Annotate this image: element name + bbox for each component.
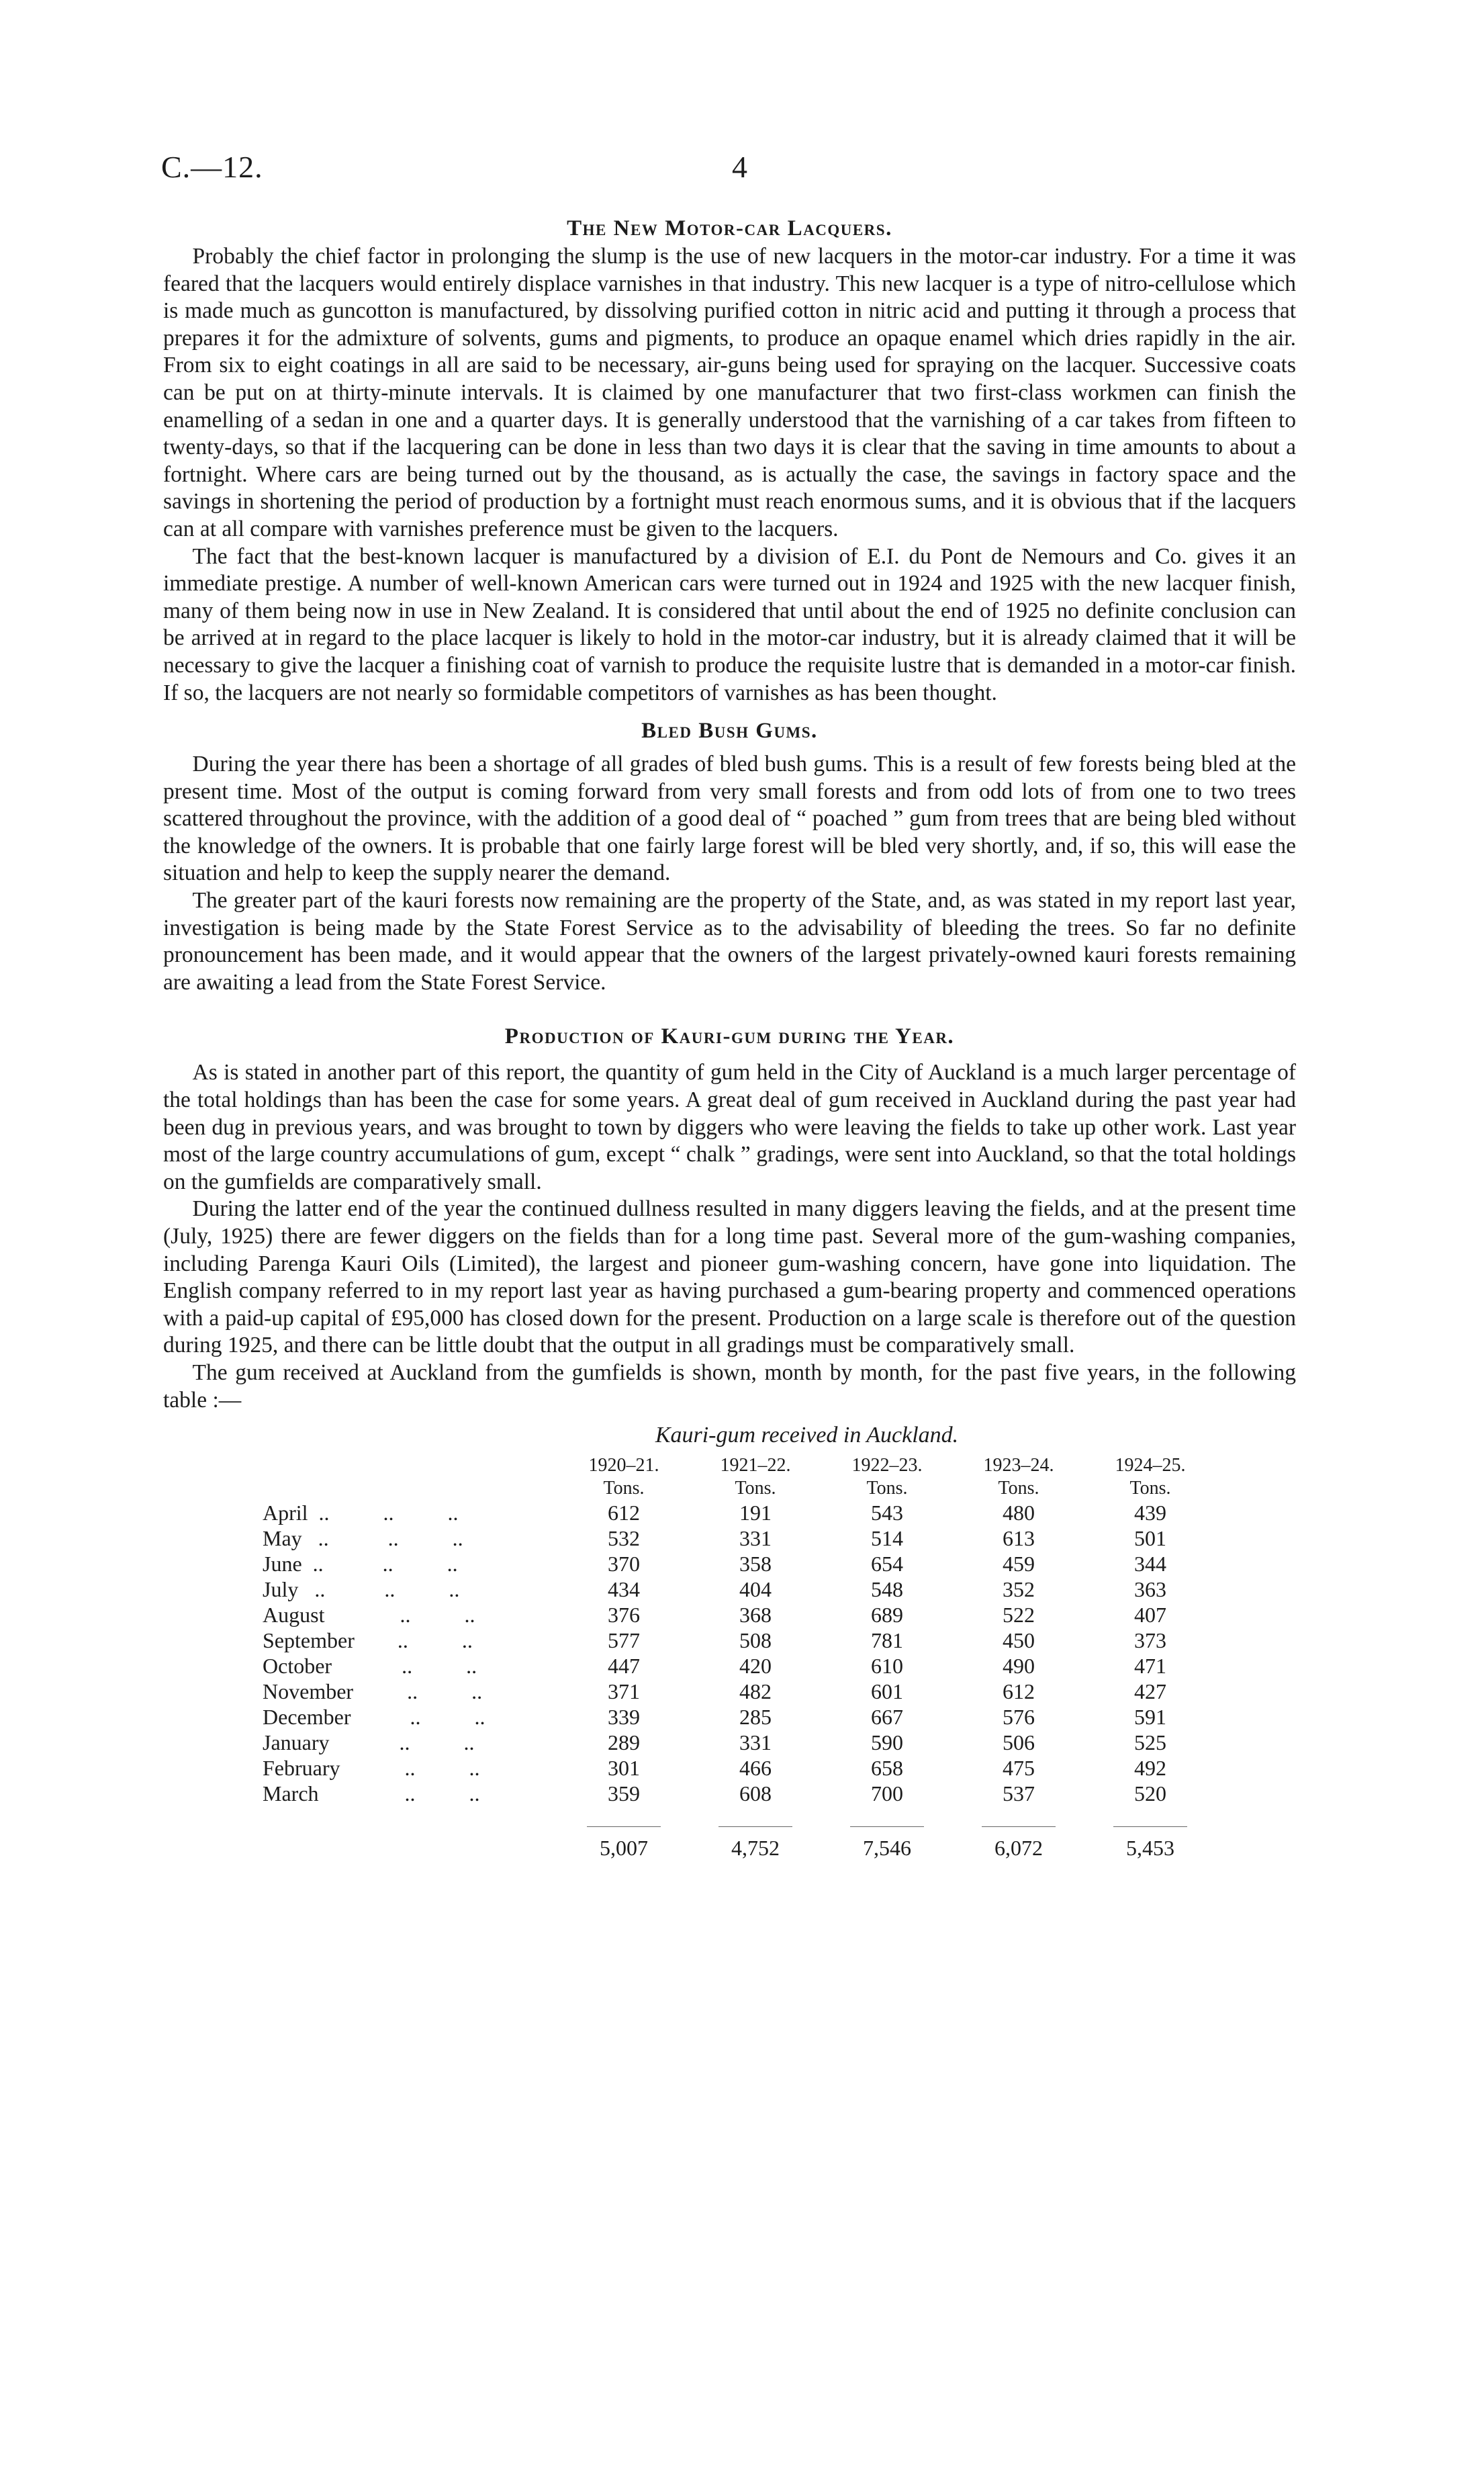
column-header-year: 1922–23. Tons. [851, 1455, 923, 1499]
kauri-gum-table [263, 1454, 1216, 1861]
value-cell: 359 [608, 1781, 640, 1806]
value-cell: 490 [1003, 1654, 1035, 1679]
value-cell: 608 [739, 1781, 772, 1806]
month-cell: October .. .. [263, 1654, 477, 1679]
month-cell: June .. .. .. [263, 1552, 458, 1576]
value-cell: 439 [1134, 1501, 1166, 1525]
value-cell: 520 [1134, 1781, 1166, 1806]
value-cell: 612 [608, 1501, 640, 1525]
value-cell: 577 [608, 1628, 640, 1653]
month-cell: January .. .. [263, 1730, 475, 1755]
section-heading-production: Production of Kauri-gum during the Year. [504, 1024, 955, 1049]
value-cell: 525 [1134, 1730, 1166, 1755]
month-cell: December .. .. [263, 1705, 485, 1730]
value-cell: 363 [1134, 1577, 1166, 1602]
value-cell: 339 [608, 1705, 640, 1730]
table-body [263, 1500, 1216, 1861]
value-cell: 371 [608, 1679, 640, 1704]
month-cell: November .. .. [263, 1679, 483, 1704]
paragraph: During the year there has been a shortage of all grades of bled bush gums. This is a result of few forests being bled at the present time. Most of the output is coming forward from very small forests and from odd lots of from one to two trees scattered throughout the province, with the addition of a good deal of “ poached ” gum from trees that are being bled without the knowledge of the owners. It is probable that one fairly large forest will be bled very shortly, and, if so, this will ease the situation and help to keep the supply nearer the demand. [163, 752, 1296, 886]
table-row [263, 1730, 1216, 1755]
value-cell: 331 [739, 1730, 772, 1755]
value-cell: 700 [871, 1781, 903, 1806]
value-cell: 610 [871, 1654, 903, 1679]
value-cell: 344 [1134, 1552, 1166, 1576]
month-cell: May .. .. .. [263, 1526, 463, 1551]
value-cell: 514 [871, 1526, 903, 1551]
paragraph: During the latter end of the year the continued dullness resulted in many diggers leaving the fields, and at the present time (July, 1925) there are fewer diggers on the fields than for a long time past. Several more of the gum-washing companies, including Parenga Kauri Oils (Limited), the largest and pioneer gum-washing concern, have gone into liquidation. The English company referred to in my report last year as having purchased a gum-bearing property and commenced operations with a paid-up capital of £95,000 has closed down for the present. Production on a large scale is therefore out of the question during 1925, and there can be little doubt that the output in all gradings must be comparatively small. [163, 1196, 1296, 1358]
value-cell: 434 [608, 1577, 640, 1602]
value-cell: 450 [1003, 1628, 1035, 1653]
document-body [163, 214, 1296, 1861]
month-cell: February .. .. [263, 1756, 480, 1781]
value-cell: 480 [1003, 1501, 1035, 1525]
column-header-month [263, 1454, 558, 1500]
paragraph: Probably the chief factor in prolonging the slump is the use of new lacquers in the motor-car industry. For a time it was feared that the lacquers would entirely displace varnishes in that industry. This new lacquer is a type of nitro-cellulose which is made much as guncotton is manufactured, by dissolving purified cotton in nitric acid and putting it through a process that prepares it for the admixture of solvents, gums and pigments, to produce an opaque enamel which dries rapidly in the air. From six to eight coatings in all are said to be necessary, air-guns being used for spraying on the lacquer. Successive coats can be put on at thirty-minute intervals. It is claimed by one manufacturer that two first-class workmen can finish the enamelling of a sedan in one and a quarter days. It is generally understood that the varnishing of a car takes from fifteen to twenty-days, so that if the lacquering can be done in less than two days it is clear that the saving in time amounts to about a fortnight. Where cars are being turned out by the thousand, as is actually the case, the savings in factory space and the savings in shortening the period of production by a fortnight must reach enormous sums, and it is obvious that if the lacquers can at all compare with varnishes preference must be given to the lacquers. [163, 244, 1296, 541]
value-cell: 358 [739, 1552, 772, 1576]
month-cell: September .. .. [263, 1628, 473, 1653]
value-cell: 466 [739, 1756, 772, 1781]
value-cell: 658 [871, 1756, 903, 1781]
value-cell: 654 [871, 1552, 903, 1576]
value-cell: 191 [739, 1501, 772, 1525]
paragraph: The fact that the best-known lacquer is manufactured by a division of E.I. du Pont de Nemours and Co. gives it an immediate prestige. A number of well-known American cars were turned out in 1924 and 1925 with the new lacquer finish, many of them being now in use in New Zealand. It is considered that until about the end of 1925 no definite conclusion can be arrived at in regard to the place lacquer is likely to hold in the motor-car industry, but it is already claimed that it will be necessary to give the lacquer a finishing coat of varnish to produce the requisite lustre that is demanded in a motor-car finish. If so, the lacquers are not nearly so formidable competitors of varnishes as has been thought. [163, 543, 1296, 705]
total-cell: 5,453 [1084, 1806, 1216, 1861]
value-cell: 591 [1134, 1705, 1166, 1730]
table-row [263, 1628, 1216, 1653]
value-cell: 459 [1003, 1552, 1035, 1576]
total-cell: 5,007 [558, 1806, 690, 1861]
value-cell: 501 [1134, 1526, 1166, 1551]
table-row [263, 1755, 1216, 1781]
paragraph: As is stated in another part of this report, the quantity of gum held in the City of Auckland is a much larger percentage of the total holdings than has been the case for some years. A great deal of gum received in Auckland during the past year had been dug in previous years, and was brought to town by diggers who were leaving the fields to take up other work. Last year most of the large country accumulations of gum, except “ chalk ” gradings, were sent into Auckland, so that the total holdings on the gumfields are comparatively small. [163, 1060, 1296, 1194]
value-cell: 506 [1003, 1730, 1035, 1755]
value-cell: 482 [739, 1679, 772, 1704]
section-heading-bled-gums: Bled Bush Gums. [641, 719, 818, 744]
value-cell: 613 [1003, 1526, 1035, 1551]
totals-label-cell [263, 1806, 558, 1861]
value-cell: 492 [1134, 1756, 1166, 1781]
month-cell: April .. .. .. [263, 1501, 459, 1525]
value-cell: 471 [1134, 1654, 1166, 1679]
page-number: 4 [732, 150, 747, 184]
value-cell: 612 [1003, 1679, 1035, 1704]
value-cell: 781 [871, 1628, 903, 1653]
total-cell: 6,072 [953, 1806, 1084, 1861]
table-title: Kauri-gum received in Auckland. [655, 1423, 959, 1448]
value-cell: 285 [739, 1705, 772, 1730]
total-cell: 4,752 [690, 1806, 821, 1861]
page-header [161, 149, 1323, 196]
table-row [263, 1500, 1216, 1525]
value-cell: 689 [871, 1603, 903, 1628]
value-cell: 543 [871, 1501, 903, 1525]
table-row [263, 1525, 1216, 1551]
value-cell: 301 [608, 1756, 640, 1781]
value-cell: 667 [871, 1705, 903, 1730]
column-header-year: 1920–21. Tons. [588, 1455, 659, 1499]
table-row [263, 1551, 1216, 1576]
table-row [263, 1781, 1216, 1806]
totals-row [263, 1806, 1216, 1861]
value-cell: 368 [739, 1603, 772, 1628]
total-cell: 7,546 [821, 1806, 953, 1861]
table-row [263, 1653, 1216, 1679]
value-cell: 576 [1003, 1705, 1035, 1730]
table-row [263, 1576, 1216, 1602]
value-cell: 404 [739, 1577, 772, 1602]
value-cell: 427 [1134, 1679, 1166, 1704]
column-header-year: 1923–24. Tons. [983, 1455, 1054, 1499]
value-cell: 420 [739, 1654, 772, 1679]
month-cell: July .. .. .. [263, 1577, 460, 1602]
month-cell: August .. .. [263, 1603, 475, 1628]
paragraph: The greater part of the kauri forests now remaining are the property of the State, and, as was stated in my report last year, investigation is being made by the State Forest Service as to the advisability of bleeding the trees. So far no definite pronouncement has been made, and it would appear that the owners of the largest privately-owned kauri forests remaining are awaiting a lead from the State Forest Service. [163, 888, 1296, 995]
document-reference: C.—12. [161, 150, 263, 184]
value-cell: 590 [871, 1730, 903, 1755]
value-cell: 537 [1003, 1781, 1035, 1806]
value-cell: 331 [739, 1526, 772, 1551]
value-cell: 532 [608, 1526, 640, 1551]
value-cell: 373 [1134, 1628, 1166, 1653]
table-row [263, 1679, 1216, 1704]
value-cell: 370 [608, 1552, 640, 1576]
table-row [263, 1704, 1216, 1730]
table-row [263, 1602, 1216, 1628]
value-cell: 447 [608, 1654, 640, 1679]
value-cell: 601 [871, 1679, 903, 1704]
value-cell: 548 [871, 1577, 903, 1602]
paragraph: The gum received at Auckland from the gumfields is shown, month by month, for the past five years, in the following table :— [163, 1360, 1296, 1413]
value-cell: 376 [608, 1603, 640, 1628]
section-heading-lacquers: The New Motor-car Lacquers. [567, 216, 892, 240]
value-cell: 352 [1003, 1577, 1035, 1602]
value-cell: 475 [1003, 1756, 1035, 1781]
value-cell: 508 [739, 1628, 772, 1653]
value-cell: 289 [608, 1730, 640, 1755]
value-cell: 407 [1134, 1603, 1166, 1628]
month-cell: March .. .. [263, 1781, 480, 1806]
column-header-year: 1924–25. Tons. [1115, 1455, 1186, 1499]
column-header-year: 1921–22. Tons. [720, 1455, 791, 1499]
value-cell: 522 [1003, 1603, 1035, 1628]
table-header-row [263, 1454, 1216, 1500]
